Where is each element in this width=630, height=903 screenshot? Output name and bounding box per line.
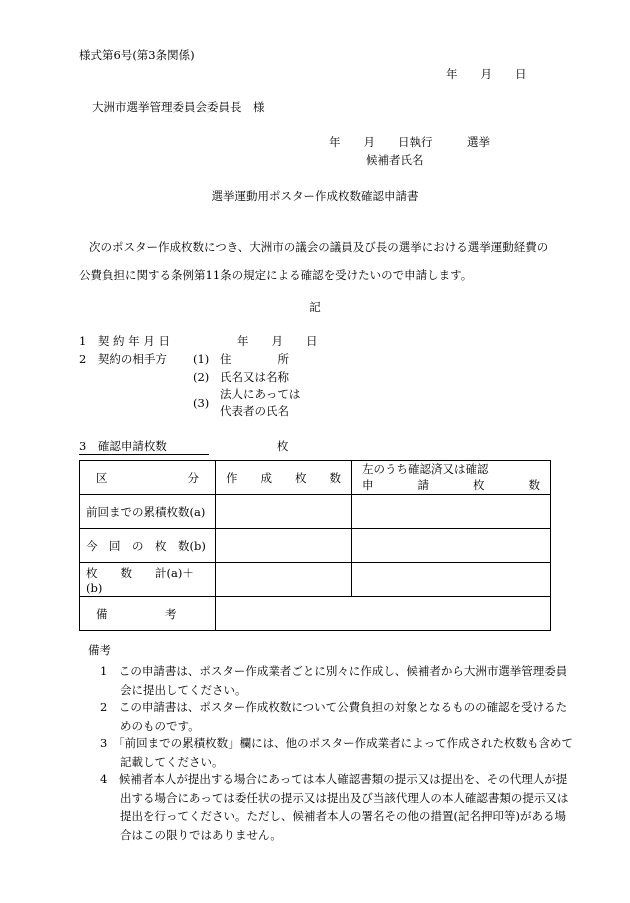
sub3-text-line1: 法人にあっては [220,387,301,401]
row-label-remarks: 備 考 [80,597,216,631]
note-2: 2 この申請書は、ポスター作成枚数について公費負担の対象となるものの確認を受けるためのものです。 [100,700,568,733]
count-label: 3 確認申請枚数 枚 [79,439,289,453]
table-header-row [80,461,551,495]
sub2-name: 氏名又は名称 [220,370,289,384]
contract-date-label: 1 契 約 年 月 日 [79,334,170,348]
row-label-current: 今 回 の 枚 数(b) [80,529,216,563]
submission-date: 年 月 日 [446,67,527,81]
table-row [80,597,551,631]
cell-current-created[interactable] [216,529,352,563]
sub2-number: (2) [193,370,210,384]
sub1-address: 住 所 [220,352,289,366]
header-created-count: 作 成 枚 数 [216,461,352,495]
addressee: 大洲市選挙管理委員会委員長 様 [92,100,265,114]
sub3-text-line2: 代表者の氏名 [220,404,289,418]
candidate-name-label: 候補者氏名 [366,153,424,167]
table-row [80,529,551,563]
note-1: 1 この申請書は、ポスター作成業者ごとに別々に作成し、候補者から大洲市選挙管理委員会に提出してください。 [100,664,568,697]
note-4: 4 候補者本人が提出する場合にあっては本人確認書類の提示又は提出を、その代理人が提出する場合にあっては委任状の提示又は提出及び当該代理人の本人確認書類の提示又は提出を行ってください。ただし、候補者本人の署名その他の措置(記名押印等)がある場合はこの限りではありません。 [100,772,569,842]
count-unit: 枚 [276,439,289,453]
form-number: 様式第6号(第3条関係) [79,48,195,62]
header-confirmed-count: 左のうち確認済又は確認 申 請 枚 数 [352,461,551,495]
row-label-cumulative: 前回までの累積枚数(a) [80,495,216,529]
header-category: 区 分 [80,461,216,495]
counterparty-label: 2 契約の相手方 [79,352,167,366]
ki-heading: 記 [309,300,321,314]
sub1-number: (1) [193,352,210,366]
election-line: 年 月 日執行 選挙 [329,135,490,149]
application-table [79,460,551,631]
document-title: 選挙運動用ポスター作成枚数確認申請書 [211,189,419,203]
cell-current-confirmed[interactable] [352,529,551,563]
cell-remarks[interactable] [216,597,551,631]
cell-cumulative-created[interactable] [216,495,352,529]
table-row [80,495,551,529]
cell-total-created[interactable] [216,563,352,597]
row-label-total: 枚 数 計(a)＋(b) [80,563,216,597]
cell-total-confirmed[interactable] [352,563,551,597]
sub3-number: (3) [193,396,210,410]
note-3: 3 「前回までの累積枚数」欄には、他のポスター作成業者によって作成された枚数も含めて記載してください。 [100,736,574,769]
table-row [80,563,551,597]
body-paragraph: 次のポスター作成枚数につき、大洲市の議会の議員及び長の選挙における選挙運動経費の公費負担に関する条例第11条の規定による確認を受けたいので申請します。 [79,240,549,283]
contract-date-value: 年 月 日 [237,334,318,348]
cell-cumulative-confirmed[interactable] [352,495,551,529]
count-row [79,439,289,455]
notes-title: 備考 [88,643,111,657]
